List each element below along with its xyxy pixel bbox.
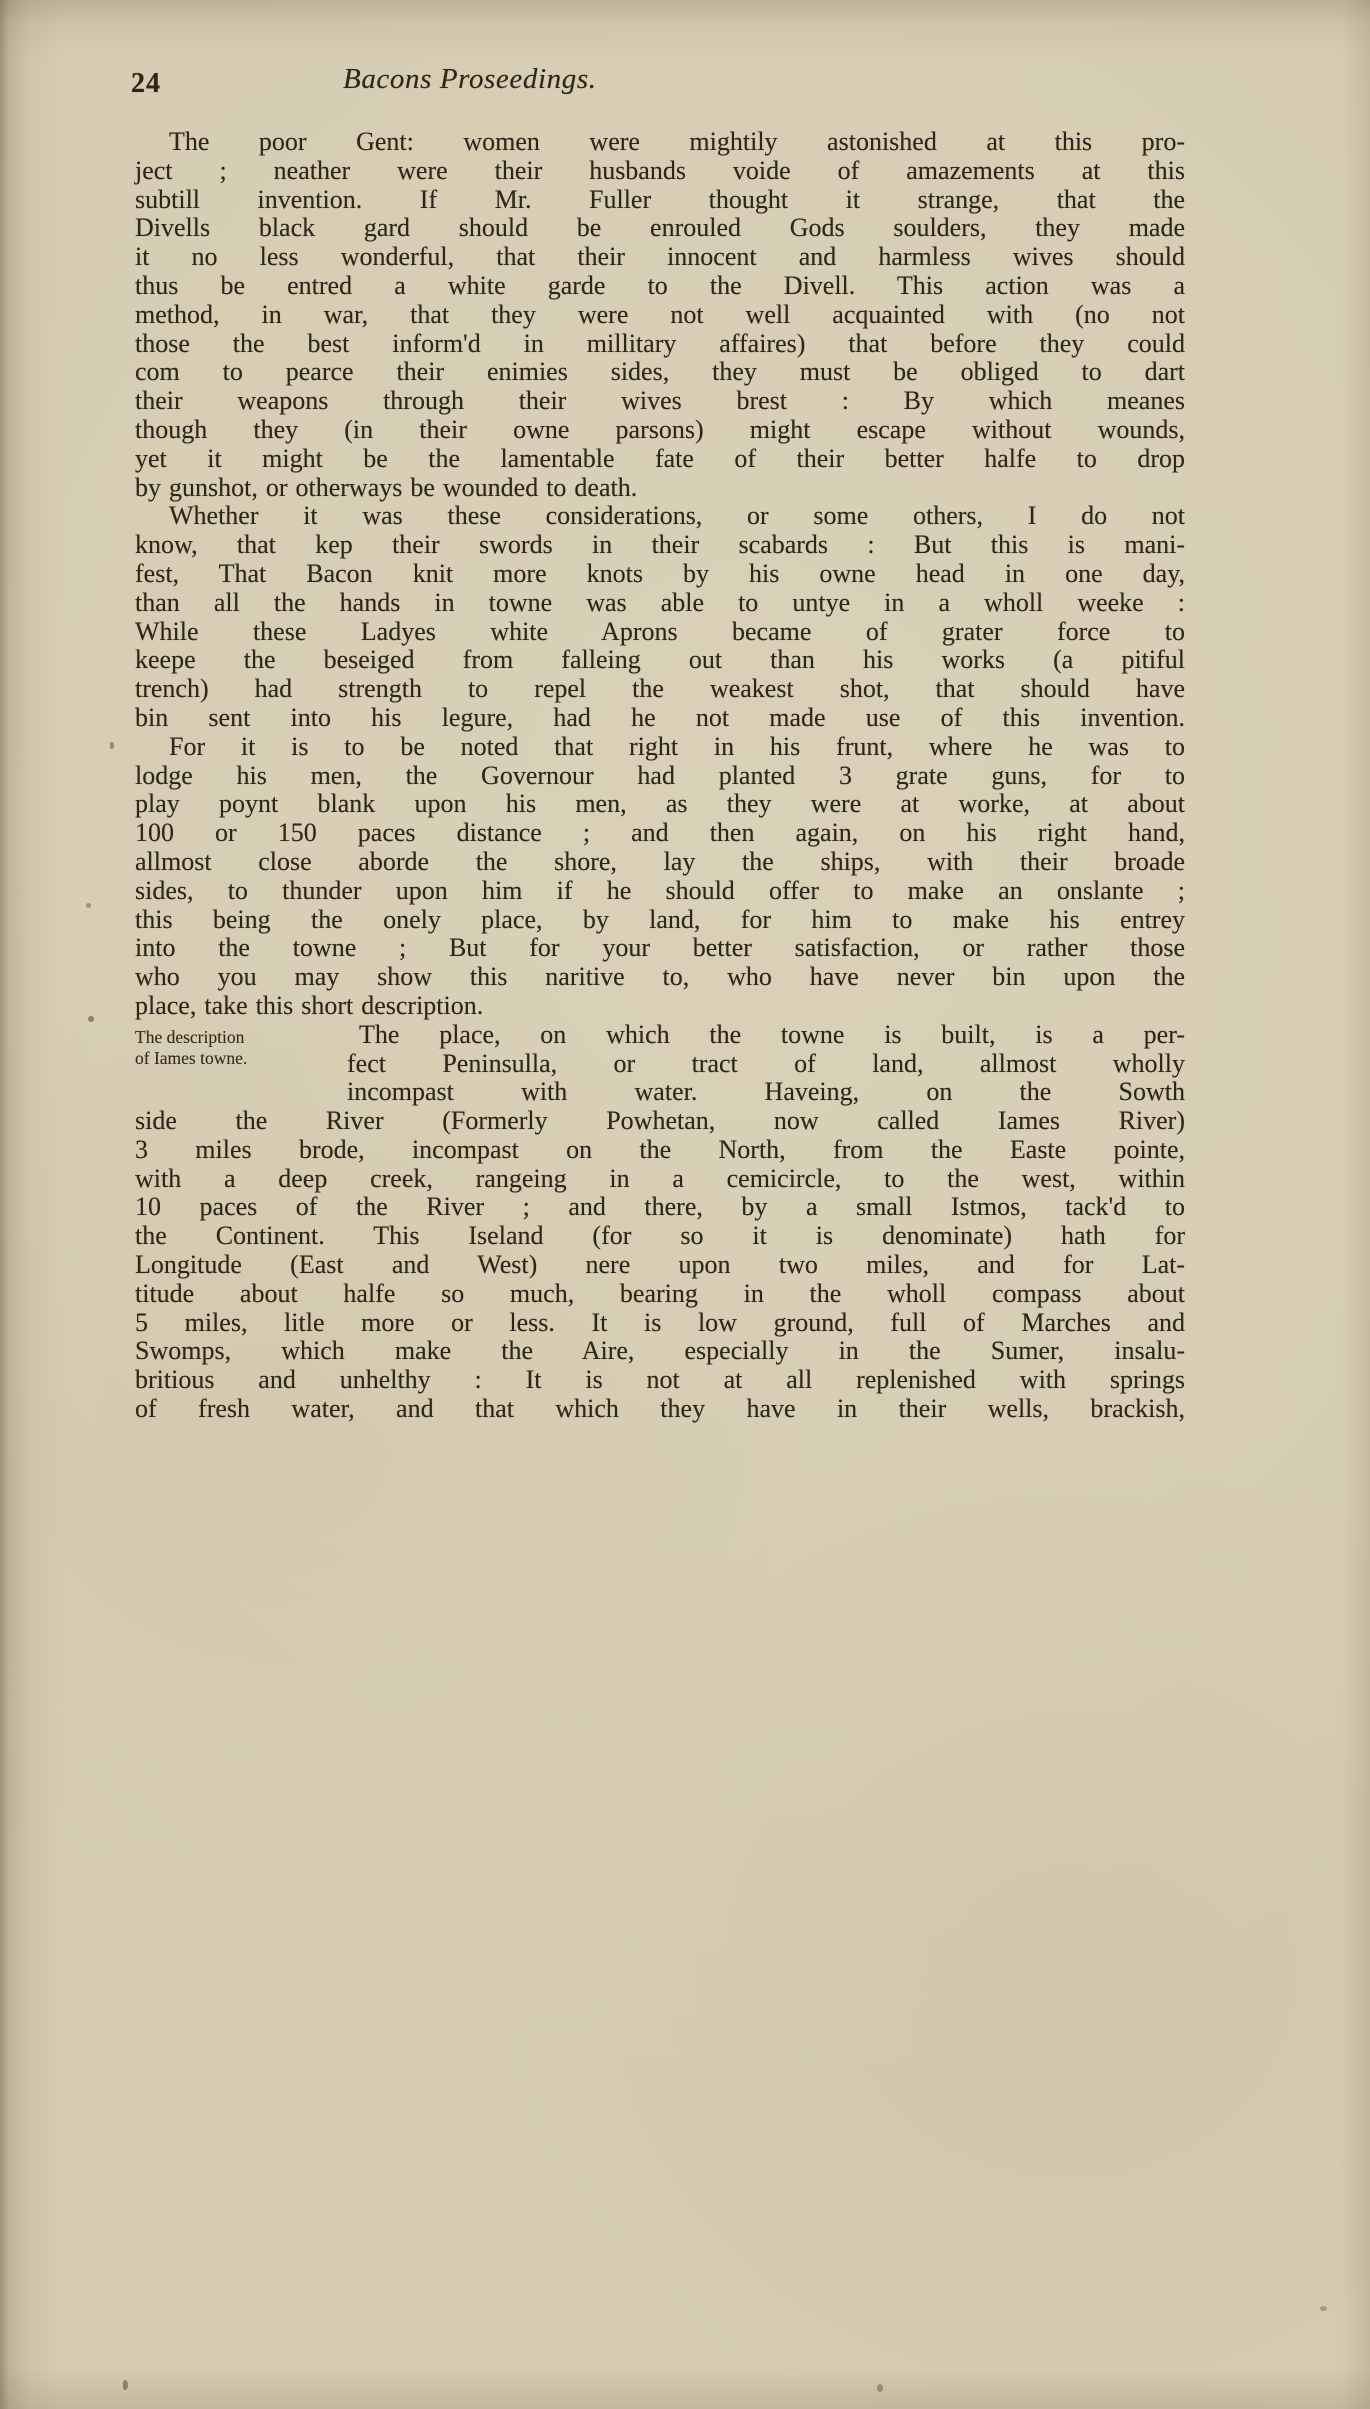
margin-note — [135, 1027, 335, 1069]
text-line: The poor Gent: women were mightily astonished at this pro- — [169, 127, 1185, 156]
margin-note-line: The description — [135, 1026, 245, 1047]
text-line: it no less wonderful, that their innocent and harmless wives should — [135, 242, 1185, 272]
type-area — [131, 62, 1185, 1424]
text-line: into the towne ; But for your better satisfaction, or rather those — [135, 933, 1185, 963]
text-line: 10 paces of the River ; and there, by a small Istmos, tack'd to — [135, 1192, 1185, 1222]
text-line: trench) had strength to repel the weakest shot, that should have — [135, 674, 1185, 704]
text-line: allmost close aborde the shore, lay the ships, with their broade — [135, 846, 1185, 876]
text-line: 100 or 150 paces distance ; and then again, on his right hand, — [135, 818, 1185, 848]
text-line: keepe the beseiged from falleing out than his works (a pitiful — [135, 645, 1185, 675]
paragraph-james-town-description — [135, 1021, 1185, 1424]
text-line: britious and unhelthy : It is not at all replenished with springs — [135, 1365, 1185, 1395]
paragraph-wives-stratagem — [135, 128, 1185, 502]
text-line: those the best inform'd in millitary affaires) that before they could — [135, 328, 1185, 358]
text-line: yet it might be the lamentable fate of their better halfe to drop — [135, 443, 1185, 473]
text-line: than all the hands in towne was able to untye in a wholl weeke : — [135, 587, 1185, 617]
text-line: 5 miles, litle more or less. It is low ground, full of Marches and — [135, 1307, 1185, 1337]
text-line: method, in war, that they were not well acquainted with (no not — [135, 299, 1185, 329]
running-title: Bacons Proseedings. — [343, 63, 597, 95]
page-header — [131, 62, 1185, 128]
scan-speck — [110, 742, 114, 749]
text-line: ject ; neather were their husbands voide of amazements at this — [135, 155, 1185, 185]
text-line: lodge his men, the Governour had planted 3 grate guns, for to — [135, 760, 1185, 790]
text-line: Divells black gard should be enrouled Gods soulders, they made — [135, 213, 1185, 243]
text-line: of fresh water, and that which they have in their wells, brackish, — [135, 1394, 1185, 1424]
text-line: by gunshot, or otherways be wounded to death. — [135, 472, 638, 502]
scan-speck — [1320, 2306, 1327, 2311]
page-number: 24 — [131, 68, 161, 99]
text-line: Whether it was these considerations, or some others, I do not — [169, 501, 1185, 531]
text-line: Swomps, which make the Aire, especially in the Sumer, insalu- — [135, 1336, 1185, 1366]
scan-speck — [86, 903, 91, 908]
text-block — [135, 128, 1185, 1424]
text-line: with a deep creek, rangeing in a cemicircle, to the west, within — [135, 1163, 1185, 1193]
text-line: though they (in their owne parsons) might escape without wounds, — [135, 414, 1185, 444]
text-line: place, take this short description. — [135, 990, 484, 1020]
scan-speck — [123, 2380, 128, 2390]
margin-note-line: of Iames towne. — [135, 1047, 248, 1068]
text-line: com to pearce their enimies sides, they must be obliged to dart — [135, 357, 1185, 387]
text-line: Longitude (East and West) nere upon two miles, and for Lat- — [135, 1250, 1185, 1280]
text-line: who you may show this naritive to, who have never bin upon the — [135, 962, 1185, 992]
text-line: bin sent into his legure, had he not made use of this invention. — [135, 702, 1185, 732]
scan-speck — [877, 2384, 883, 2392]
paragraph-governour-guns — [135, 733, 1185, 1021]
text-line: play poynt blank upon his men, as they were at worke, at about — [135, 789, 1185, 819]
scan-speck — [88, 1016, 94, 1022]
text-line: fest, That Bacon knit more knots by his owne head in one day, — [135, 558, 1185, 588]
text-line: thus be entred a white garde to the Divell. This action was a — [135, 270, 1185, 300]
text-line: know, that kep their swords in their scabards : But this is mani- — [135, 530, 1185, 560]
text-line: 3 miles brode, incompast on the North, from the Easte pointe, — [135, 1134, 1185, 1164]
text-line: their weapons through their wives brest : By which meanes — [135, 386, 1185, 416]
text-line: fect Peninsulla, or tract of land, allmost wholly — [347, 1048, 1185, 1078]
text-line: this being the onely place, by land, for him to make his entrey — [135, 904, 1185, 934]
text-line: the Continent. This Iseland (for so it is denominate) hath for — [135, 1221, 1185, 1251]
text-line: sides, to thunder upon him if he should offer to make an onslante ; — [135, 875, 1185, 905]
text-line: subtill invention. If Mr. Fuller thought it strange, that the — [135, 184, 1185, 214]
text-line: The place, on which the towne is built, is a per- — [359, 1019, 1185, 1049]
text-line: For it is to be noted that right in his frunt, where he was to — [169, 731, 1185, 761]
text-line: titude about halfe so much, bearing in the wholl compass about — [135, 1278, 1185, 1308]
text-line: incompast with water. Haveing, on the Sowth — [347, 1077, 1185, 1107]
text-line: While these Ladyes white Aprons became of grater force to — [135, 616, 1185, 646]
paragraph-bacon-knots — [135, 502, 1185, 732]
text-line: side the River (Formerly Powhetan, now called Iames River) — [135, 1106, 1185, 1136]
